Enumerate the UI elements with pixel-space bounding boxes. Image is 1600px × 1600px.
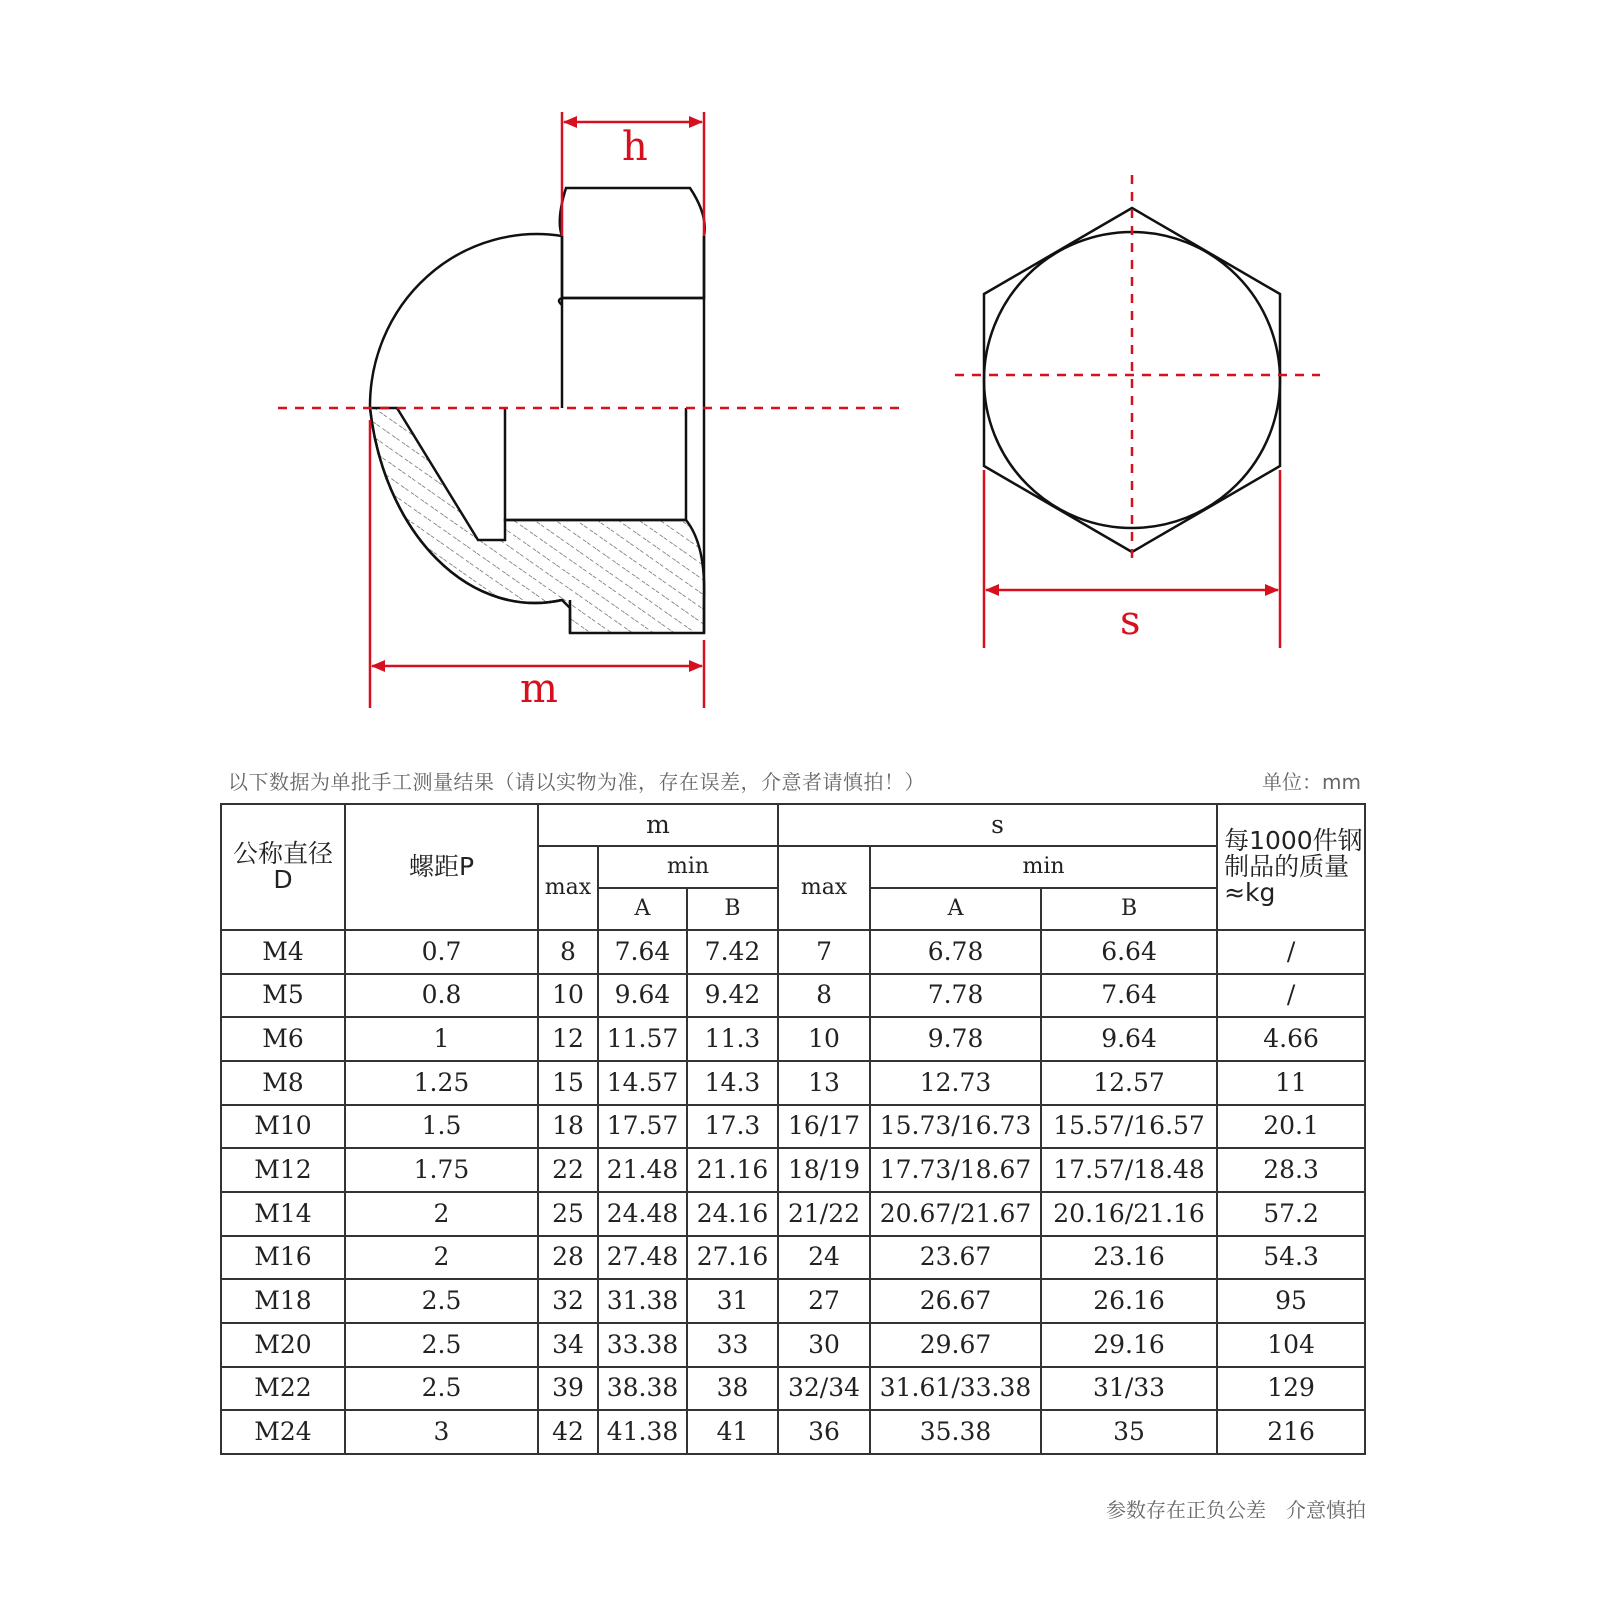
bore bbox=[505, 408, 686, 520]
cell-s-min-a: 31.61/33.38 bbox=[870, 1367, 1041, 1411]
spec-table bbox=[220, 803, 1366, 1455]
cell-m-min-b: 24.16 bbox=[687, 1192, 778, 1236]
cell-s-max: 8 bbox=[778, 974, 870, 1018]
cell-m-min-a: 38.38 bbox=[598, 1367, 687, 1411]
cell-s-min-b: 7.64 bbox=[1041, 974, 1217, 1018]
cell-s-min-b: 23.16 bbox=[1041, 1236, 1217, 1280]
cell-m-min-b: 41 bbox=[687, 1410, 778, 1454]
cell-m-min-b: 14.3 bbox=[687, 1061, 778, 1105]
cell-m-max: 18 bbox=[538, 1105, 598, 1149]
cell-m-max: 22 bbox=[538, 1148, 598, 1192]
cell-d: M22 bbox=[221, 1367, 345, 1411]
cell-s-max: 30 bbox=[778, 1323, 870, 1367]
cell-s-min-b: 26.16 bbox=[1041, 1279, 1217, 1323]
table-row bbox=[221, 1367, 1365, 1411]
cell-d: M24 bbox=[221, 1410, 345, 1454]
cell-m-min-a: 11.57 bbox=[598, 1017, 687, 1061]
cell-m-min-a: 17.57 bbox=[598, 1105, 687, 1149]
table-row bbox=[221, 1323, 1365, 1367]
cell-m-min-a: 9.64 bbox=[598, 974, 687, 1018]
cell-m-min-a: 14.57 bbox=[598, 1061, 687, 1105]
cell-s-min-b: 17.57/18.48 bbox=[1041, 1148, 1217, 1192]
cell-d: M10 bbox=[221, 1105, 345, 1149]
header-s-min: min bbox=[870, 846, 1217, 888]
cell-weight: 104 bbox=[1217, 1323, 1365, 1367]
cell-m-max: 12 bbox=[538, 1017, 598, 1061]
cell-s-max: 36 bbox=[778, 1410, 870, 1454]
header-s: s bbox=[778, 804, 1217, 846]
table-row bbox=[221, 1236, 1365, 1280]
cell-m-min-a: 27.48 bbox=[598, 1236, 687, 1280]
cell-weight: 129 bbox=[1217, 1367, 1365, 1411]
table-row bbox=[221, 1410, 1365, 1454]
cap-nut-drawing bbox=[0, 0, 1600, 740]
cell-m-min-b: 11.3 bbox=[687, 1017, 778, 1061]
cell-s-min-a: 20.67/21.67 bbox=[870, 1192, 1041, 1236]
tolerance-note: 参数存在正负公差 介意慎拍 bbox=[1106, 1498, 1366, 1522]
cell-d: M14 bbox=[221, 1192, 345, 1236]
measurement-caption: 以下数据为单批手工测量结果（请以实物为准，存在误差，介意者请慎拍！） bbox=[228, 770, 925, 794]
cell-pitch: 2 bbox=[345, 1236, 538, 1280]
cell-s-min-a: 6.78 bbox=[870, 930, 1041, 974]
unit-label: 单位：mm bbox=[1262, 770, 1361, 794]
cell-m-min-b: 17.3 bbox=[687, 1105, 778, 1149]
cell-pitch: 3 bbox=[345, 1410, 538, 1454]
cell-s-min-a: 23.67 bbox=[870, 1236, 1041, 1280]
cell-s-min-b: 15.57/16.57 bbox=[1041, 1105, 1217, 1149]
header-s-max: max bbox=[778, 846, 870, 930]
header-weight: 每1000件钢制品的质量 ≈kg bbox=[1217, 804, 1365, 930]
header-m-a: A bbox=[598, 888, 687, 930]
cell-s-max: 24 bbox=[778, 1236, 870, 1280]
cell-m-min-b: 33 bbox=[687, 1323, 778, 1367]
cell-m-min-a: 31.38 bbox=[598, 1279, 687, 1323]
cell-m-min-a: 7.64 bbox=[598, 930, 687, 974]
cell-s-min-b: 6.64 bbox=[1041, 930, 1217, 974]
cell-s-min-b: 9.64 bbox=[1041, 1017, 1217, 1061]
cell-s-min-b: 20.16/21.16 bbox=[1041, 1192, 1217, 1236]
cell-pitch: 2.5 bbox=[345, 1323, 538, 1367]
cell-s-max: 16/17 bbox=[778, 1105, 870, 1149]
cell-s-max: 27 bbox=[778, 1279, 870, 1323]
header-m-max: max bbox=[538, 846, 598, 930]
cell-s-min-a: 12.73 bbox=[870, 1061, 1041, 1105]
cell-m-max: 25 bbox=[538, 1192, 598, 1236]
cell-pitch: 2.5 bbox=[345, 1279, 538, 1323]
cell-s-min-b: 12.57 bbox=[1041, 1061, 1217, 1105]
cell-m-max: 34 bbox=[538, 1323, 598, 1367]
cell-d: M12 bbox=[221, 1148, 345, 1192]
cell-m-min-b: 31 bbox=[687, 1279, 778, 1323]
cell-m-max: 32 bbox=[538, 1279, 598, 1323]
table-row bbox=[221, 1192, 1365, 1236]
header-m-min: min bbox=[598, 846, 778, 888]
cell-s-min-b: 35 bbox=[1041, 1410, 1217, 1454]
cell-m-max: 39 bbox=[538, 1367, 598, 1411]
table-row bbox=[221, 1061, 1365, 1105]
cell-m-min-a: 41.38 bbox=[598, 1410, 687, 1454]
cell-s-min-a: 15.73/16.73 bbox=[870, 1105, 1041, 1149]
cell-d: M18 bbox=[221, 1279, 345, 1323]
cell-s-min-b: 31/33 bbox=[1041, 1367, 1217, 1411]
cell-pitch: 1.25 bbox=[345, 1061, 538, 1105]
cell-m-min-b: 9.42 bbox=[687, 974, 778, 1018]
cell-s-min-a: 26.67 bbox=[870, 1279, 1041, 1323]
cell-weight: 54.3 bbox=[1217, 1236, 1365, 1280]
cell-s-max: 21/22 bbox=[778, 1192, 870, 1236]
table-row bbox=[221, 1017, 1365, 1061]
header-m: m bbox=[538, 804, 778, 846]
cell-weight: 95 bbox=[1217, 1279, 1365, 1323]
cell-s-min-a: 17.73/18.67 bbox=[870, 1148, 1041, 1192]
m-label: m bbox=[520, 666, 558, 712]
cell-s-min-a: 29.67 bbox=[870, 1323, 1041, 1367]
cell-s-max: 10 bbox=[778, 1017, 870, 1061]
h-label: h bbox=[622, 124, 648, 170]
cell-s-min-a: 7.78 bbox=[870, 974, 1041, 1018]
cell-d: M20 bbox=[221, 1323, 345, 1367]
cell-pitch: 0.7 bbox=[345, 930, 538, 974]
cell-d: M8 bbox=[221, 1061, 345, 1105]
cell-s-max: 7 bbox=[778, 930, 870, 974]
cell-weight: 4.66 bbox=[1217, 1017, 1365, 1061]
table-row bbox=[221, 930, 1365, 974]
cell-s-max: 18/19 bbox=[778, 1148, 870, 1192]
cell-pitch: 1.5 bbox=[345, 1105, 538, 1149]
cell-m-min-b: 38 bbox=[687, 1367, 778, 1411]
cell-m-max: 10 bbox=[538, 974, 598, 1018]
cell-weight: 11 bbox=[1217, 1061, 1365, 1105]
header-m-b: B bbox=[687, 888, 778, 930]
hex-top bbox=[560, 188, 705, 236]
cell-d: M6 bbox=[221, 1017, 345, 1061]
cell-m-max: 8 bbox=[538, 930, 598, 974]
cell-pitch: 2.5 bbox=[345, 1367, 538, 1411]
cell-weight: 216 bbox=[1217, 1410, 1365, 1454]
cell-s-min-b: 29.16 bbox=[1041, 1323, 1217, 1367]
cell-weight: 28.3 bbox=[1217, 1148, 1365, 1192]
cell-pitch: 0.8 bbox=[345, 974, 538, 1018]
cell-d: M4 bbox=[221, 930, 345, 974]
table-row bbox=[221, 1105, 1365, 1149]
cell-s-min-a: 35.38 bbox=[870, 1410, 1041, 1454]
hex-edges bbox=[559, 236, 704, 305]
header-s-a: A bbox=[870, 888, 1041, 930]
cell-m-min-b: 27.16 bbox=[687, 1236, 778, 1280]
cell-weight: / bbox=[1217, 930, 1365, 974]
cell-weight: 57.2 bbox=[1217, 1192, 1365, 1236]
header-p: 螺距P bbox=[345, 804, 538, 930]
table-row bbox=[221, 974, 1365, 1018]
cell-m-max: 28 bbox=[538, 1236, 598, 1280]
cell-weight: 20.1 bbox=[1217, 1105, 1365, 1149]
s-label: s bbox=[1120, 598, 1141, 644]
cell-m-min-a: 24.48 bbox=[598, 1192, 687, 1236]
header-s-b: B bbox=[1041, 888, 1217, 930]
cell-d: M16 bbox=[221, 1236, 345, 1280]
cell-m-min-b: 21.16 bbox=[687, 1148, 778, 1192]
cell-m-min-a: 21.48 bbox=[598, 1148, 687, 1192]
side-view bbox=[370, 188, 705, 633]
cell-pitch: 1.75 bbox=[345, 1148, 538, 1192]
cell-pitch: 1 bbox=[345, 1017, 538, 1061]
cell-pitch: 2 bbox=[345, 1192, 538, 1236]
cell-m-min-b: 7.42 bbox=[687, 930, 778, 974]
cell-s-min-a: 9.78 bbox=[870, 1017, 1041, 1061]
cell-m-max: 15 bbox=[538, 1061, 598, 1105]
cell-m-min-a: 33.38 bbox=[598, 1323, 687, 1367]
header-d: 公称直径 D bbox=[221, 804, 345, 930]
cell-d: M5 bbox=[221, 974, 345, 1018]
cell-s-max: 32/34 bbox=[778, 1367, 870, 1411]
table-row bbox=[221, 1148, 1365, 1192]
cell-s-max: 13 bbox=[778, 1061, 870, 1105]
cell-m-max: 42 bbox=[538, 1410, 598, 1454]
table-row bbox=[221, 1279, 1365, 1323]
cell-weight: / bbox=[1217, 974, 1365, 1018]
